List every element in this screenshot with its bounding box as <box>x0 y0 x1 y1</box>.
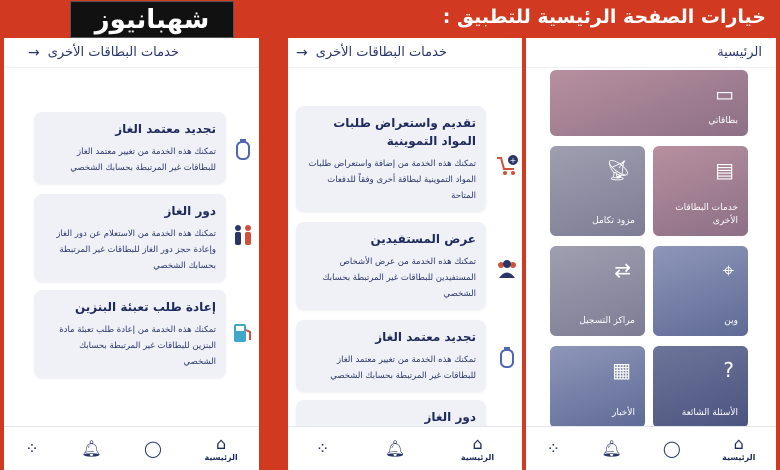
home-icon: ⌂ <box>216 434 227 453</box>
antenna-icon: 📡︎ <box>605 158 631 182</box>
bell-icon: 🔔︎ <box>601 438 622 458</box>
bell-icon: 🔔︎ <box>384 438 406 458</box>
fuel-pump-icon <box>230 320 256 346</box>
list-item[interactable] <box>296 320 486 392</box>
nav-home-label: الرئيسية <box>722 453 756 462</box>
cart-add-icon <box>494 152 520 178</box>
screen-header <box>288 38 522 68</box>
service-card[interactable] <box>34 290 226 378</box>
nav-profile[interactable] <box>663 440 681 458</box>
list-item[interactable] <box>296 222 486 310</box>
bottom-nav <box>526 426 776 470</box>
nav-apps[interactable] <box>547 440 560 458</box>
home-icon: ⌂ <box>733 434 744 453</box>
people-queue-icon <box>230 222 256 248</box>
gas-cylinder-icon <box>230 136 256 162</box>
card-title: تقديم واستعراض طلبات المواد التموينية <box>333 116 476 148</box>
service-list <box>4 72 259 426</box>
bottom-nav <box>288 426 522 470</box>
service-card[interactable] <box>34 194 226 282</box>
top-banner <box>0 0 780 38</box>
svg-text:+: + <box>509 156 517 165</box>
nav-notifications[interactable] <box>385 440 405 458</box>
news-icon: ▦ <box>612 358 631 382</box>
grid-dots-icon: ⁘ <box>546 438 561 458</box>
list-item[interactable] <box>296 400 486 426</box>
tile-registration-centers[interactable] <box>550 246 645 336</box>
service-list <box>288 72 522 426</box>
tile-label: وين <box>724 316 738 326</box>
tile-label: مراكز التسجيل <box>579 316 635 326</box>
card-description: تمكنك هذه الخدمة من إعادة طلب تعبئة مادة البنزين للبطاقات غير المرتبطة بحسابك الشخصي <box>59 325 216 367</box>
back-arrow-icon[interactable]: → <box>296 44 308 61</box>
grid-dots-icon: ⁘ <box>315 438 330 458</box>
tile-news[interactable] <box>550 346 645 428</box>
screen-title: خدمات البطاقات الأخرى <box>315 45 447 60</box>
nav-notifications[interactable] <box>601 440 621 458</box>
tile-label: مزود تكامل <box>592 216 635 226</box>
screen-home <box>526 38 776 470</box>
screen-title: خدمات البطاقات الأخرى <box>47 45 179 60</box>
user-icon: ◯ <box>144 438 162 458</box>
card-title: دور الغاز <box>164 204 216 218</box>
service-card[interactable] <box>296 222 486 310</box>
tile-where[interactable] <box>653 246 748 336</box>
card-description: تمكنك هذه الخدمة من إضافة واستعراض طلبات المواد التموينية لبطاقة أخرى وفقاً للدفعات المتاحة <box>308 159 476 201</box>
site-logo <box>70 1 234 38</box>
service-card[interactable] <box>296 400 486 426</box>
gas-cylinder-icon <box>494 344 520 370</box>
card-description: تمكنك هذه الخدمة من الاستعلام عن دور الغاز وإعادة حجز دور الغاز للبطاقات غير المرتبطة بحسابك الشخصي <box>56 229 216 271</box>
screen-title: الرئيسية <box>717 45 762 60</box>
tile-faq[interactable] <box>653 346 748 428</box>
back-arrow-icon[interactable]: → <box>28 44 40 61</box>
tile-label: الأخبار <box>611 408 635 418</box>
nav-apps[interactable] <box>25 440 38 458</box>
bell-icon: 🔔︎ <box>81 438 102 458</box>
location-pin-icon: ⌖ <box>722 258 734 282</box>
bottom-nav <box>4 426 259 470</box>
screen-other-card-services-1 <box>4 38 259 470</box>
group-icon <box>494 256 520 282</box>
list-item[interactable] <box>34 194 254 282</box>
logo-text: شهبانيوز <box>94 4 210 35</box>
tile-label: بطاقاتي <box>708 116 738 126</box>
nav-home[interactable] <box>461 435 494 462</box>
service-card[interactable] <box>296 106 486 212</box>
tile-other-card-services[interactable] <box>653 146 748 236</box>
service-card[interactable] <box>296 320 486 392</box>
screen-header <box>526 38 776 68</box>
card-title: تجديد معتمد الغاز <box>375 330 476 344</box>
nav-home[interactable] <box>722 435 755 462</box>
screen-other-card-services-2 <box>288 38 522 470</box>
card-description: تمكنك هذه الخدمة من تغيير معتمد الغاز للبطاقات غير المرتبطة بحسابك الشخصي <box>70 147 216 173</box>
home-tile-grid <box>526 70 776 426</box>
tile-label: الأسئلة الشائعة <box>681 408 738 418</box>
card-title: تجديد معتمد الغاز <box>115 122 216 136</box>
nav-apps[interactable] <box>316 440 329 458</box>
tile-my-cards[interactable] <box>550 70 748 136</box>
nav-home-label: الرئيسية <box>204 453 238 462</box>
screen-header <box>4 38 259 68</box>
nav-home[interactable] <box>204 435 237 462</box>
home-icon: ⌂ <box>472 434 483 453</box>
tile-integration-provider[interactable] <box>550 146 645 236</box>
question-icon: ? <box>723 358 734 382</box>
list-item[interactable] <box>34 112 254 184</box>
cards-icon: ▭ <box>715 82 734 106</box>
card-title: دور الغاز <box>424 410 476 424</box>
page-headline: خيارات الصفحة الرئيسية للتطبيق : <box>442 6 766 28</box>
tile-label: خدمات البطاقات الأخرى <box>675 203 738 226</box>
nav-notifications[interactable] <box>81 440 101 458</box>
card-title: عرض المستفيدين <box>370 232 476 246</box>
nav-home-label: الرئيسية <box>460 453 495 462</box>
service-card[interactable] <box>34 112 226 184</box>
user-icon: ◯ <box>662 438 681 458</box>
nav-profile[interactable] <box>144 440 162 458</box>
list-item[interactable] <box>34 290 254 378</box>
list-item[interactable] <box>296 106 486 212</box>
route-icon: ⇄ <box>614 258 631 282</box>
card-services-icon: ▤ <box>715 158 734 182</box>
grid-dots-icon: ⁘ <box>25 438 39 458</box>
card-description: تمكنك هذه الخدمة من عرض الأشخاص المستفيدين للبطاقات غير المرتبطة بحسابك الشخصي <box>322 257 476 299</box>
card-description: تمكنك هذه الخدمة من تغيير معتمد الغاز للبطاقات غير المرتبطة بحسابك الشخصي <box>330 355 476 381</box>
card-title: إعادة طلب تعبئة البنزين <box>74 300 216 314</box>
